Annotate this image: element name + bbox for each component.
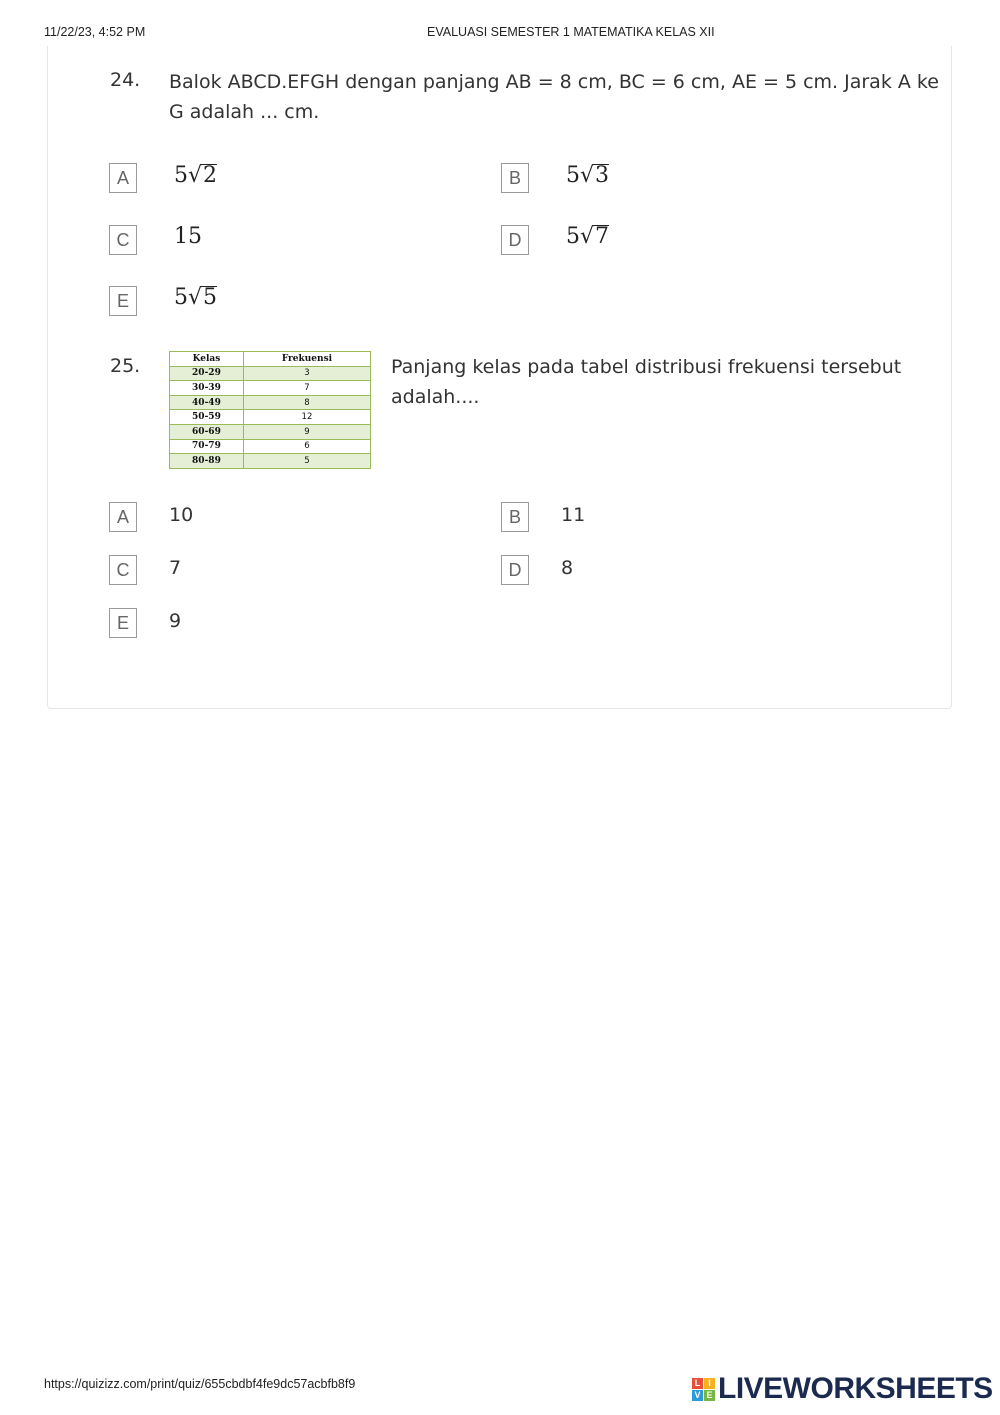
- option-e-letter[interactable]: E: [109, 608, 137, 638]
- option-d-value[interactable]: [566, 224, 609, 249]
- question-text: [169, 67, 939, 127]
- option-b-value[interactable]: [566, 163, 609, 188]
- frekuensi-cell: 12: [243, 410, 370, 425]
- logo-letter: I: [704, 1378, 715, 1389]
- kelas-cell: 40-49: [170, 395, 244, 410]
- option-a-value[interactable]: 10: [169, 504, 194, 526]
- coefficient: 5: [174, 163, 188, 188]
- option-c-letter[interactable]: C: [109, 555, 137, 585]
- logo-letter: E: [704, 1390, 715, 1401]
- sqrt-icon: √3: [580, 163, 610, 188]
- frekuensi-cell: 7: [243, 381, 370, 396]
- question-text-line: adalah....: [391, 386, 480, 408]
- frequency-table: [169, 351, 371, 469]
- option-b-value[interactable]: 11: [561, 504, 586, 526]
- option-d-value[interactable]: 8: [561, 557, 574, 579]
- option-e-letter[interactable]: E: [109, 286, 137, 316]
- frekuensi-cell: 3: [243, 366, 370, 381]
- option-d-letter[interactable]: D: [501, 225, 529, 255]
- radicand: 5: [203, 285, 218, 310]
- kelas-cell: 70-79: [170, 439, 244, 454]
- sqrt-icon: √5: [188, 285, 218, 310]
- radicand: 3: [595, 163, 610, 188]
- option-b-letter[interactable]: B: [501, 502, 529, 532]
- sqrt-icon: √7: [580, 224, 610, 249]
- table-row: [170, 454, 371, 469]
- sqrt-icon: √2: [188, 163, 218, 188]
- table-header-row: [170, 352, 371, 367]
- table-row: [170, 395, 371, 410]
- logo-letter: L: [692, 1378, 703, 1389]
- coefficient: 5: [174, 285, 188, 310]
- frekuensi-cell: 5: [243, 454, 370, 469]
- question-text-line: Balok ABCD.EFGH dengan panjang AB = 8 cm, BC = 6 cm, AE = 5 cm. Jarak A ke: [169, 71, 939, 93]
- frekuensi-cell: 8: [243, 395, 370, 410]
- coefficient: 5: [566, 163, 580, 188]
- logo-grid-icon: [692, 1378, 715, 1401]
- print-datetime: 11/22/23, 4:52 PM: [44, 25, 146, 39]
- liveworksheets-logo: [692, 1374, 993, 1404]
- table-row: [170, 424, 371, 439]
- option-c-letter[interactable]: C: [109, 225, 137, 255]
- coefficient: 5: [566, 224, 580, 249]
- radicand: 7: [595, 224, 610, 249]
- question-number: 25.: [110, 355, 141, 377]
- logo-letter: V: [692, 1390, 703, 1401]
- question-text-line: G adalah ... cm.: [169, 101, 320, 123]
- table-row: [170, 381, 371, 396]
- table-row: [170, 410, 371, 425]
- option-e-value[interactable]: [174, 285, 217, 310]
- kelas-cell: 80-89: [170, 454, 244, 469]
- question-number: 24.: [110, 69, 141, 91]
- option-d-letter[interactable]: D: [501, 555, 529, 585]
- kelas-cell: 50-59: [170, 410, 244, 425]
- option-b-letter[interactable]: B: [501, 163, 529, 193]
- source-url: https://quizizz.com/print/quiz/655cbdbf4fe9dc57acbfb8f9: [44, 1377, 356, 1391]
- option-c-value[interactable]: 15: [174, 224, 202, 249]
- radicand: 2: [203, 163, 218, 188]
- table-row: [170, 366, 371, 381]
- document-title: EVALUASI SEMESTER 1 MATEMATIKA KELAS XII: [427, 25, 715, 39]
- question-text: [391, 352, 901, 412]
- question-text-line: Panjang kelas pada tabel distribusi frekuensi tersebut: [391, 356, 902, 378]
- kelas-cell: 20-29: [170, 366, 244, 381]
- frekuensi-cell: 9: [243, 424, 370, 439]
- kelas-cell: 60-69: [170, 424, 244, 439]
- option-e-value[interactable]: 9: [169, 610, 182, 632]
- table-header-kelas: Kelas: [170, 352, 244, 367]
- logo-text: LIVEWORKSHEETS: [718, 1372, 993, 1405]
- option-a-letter[interactable]: A: [109, 502, 137, 532]
- option-a-value[interactable]: [174, 163, 217, 188]
- option-a-letter[interactable]: A: [109, 163, 137, 193]
- kelas-cell: 30-39: [170, 381, 244, 396]
- table-row: [170, 439, 371, 454]
- option-c-value[interactable]: 7: [169, 557, 182, 579]
- table-header-frekuensi: Frekuensi: [243, 352, 370, 367]
- frekuensi-cell: 6: [243, 439, 370, 454]
